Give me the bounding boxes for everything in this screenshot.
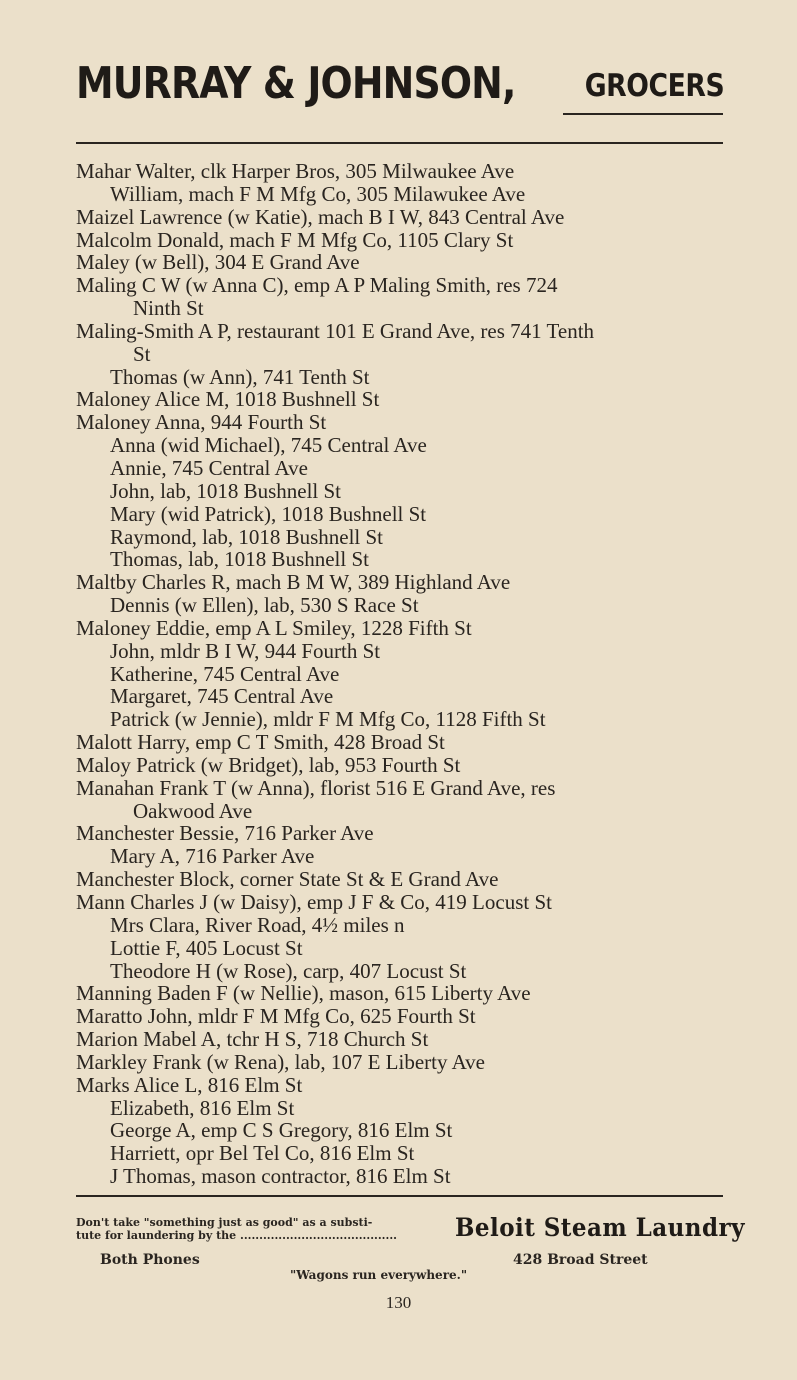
directory-entry: Maloney Anna, 944 Fourth St xyxy=(76,410,327,435)
directory-entry: Dennis (w Ellen), lab, 530 S Race St xyxy=(110,593,419,618)
header-business-name: MURRAY & JOHNSON, xyxy=(76,58,516,109)
directory-entry: Anna (wid Michael), 745 Central Ave xyxy=(110,433,427,458)
directory-entry: Theodore H (w Rose), carp, 407 Locust St xyxy=(110,958,467,983)
footer-ad-slogan: "Wagons run everywhere." xyxy=(290,1268,468,1282)
footer-ad-lead-line-2: tute for laundering by the ......................................... xyxy=(76,1229,397,1242)
directory-entry: Oakwood Ave xyxy=(133,798,253,823)
directory-entry: Maizel Lawrence (w Katie), mach B I W, 843 Central Ave xyxy=(76,204,565,229)
directory-entry: Markley Frank (w Rena), lab, 107 E Liberty Ave xyxy=(76,1049,485,1074)
header-trade: GROCERS xyxy=(584,68,724,104)
footer-rule xyxy=(76,1195,723,1197)
directory-entry: John, lab, 1018 Bushnell St xyxy=(110,478,342,503)
directory-entry: Mann Charles J (w Daisy), emp J F & Co, 419 Locust St xyxy=(76,890,552,914)
directory-entry: Lottie F, 405 Locust St xyxy=(110,935,303,960)
directory-entry: Elizabeth, 816 Elm St xyxy=(110,1095,295,1120)
directory-entry: Malcolm Donald, mach F M Mfg Co, 1105 Clary St xyxy=(76,227,514,252)
directory-entry: Maloney Alice M, 1018 Bushnell St xyxy=(76,387,380,412)
header-trade-underline xyxy=(563,113,723,115)
footer-ad-lead-line-1: Don't take "something just as good" as a substi- xyxy=(76,1216,373,1229)
directory-entry: Thomas (w Ann), 741 Tenth St xyxy=(110,364,370,389)
page-number: 130 xyxy=(385,1293,412,1312)
directory-entry: Manahan Frank T (w Anna), florist 516 E Grand Ave, res xyxy=(76,775,556,800)
directory-entry: William, mach F M Mfg Co, 305 Milawukee Ave xyxy=(110,181,526,206)
footer-ad-business-name: Beloit Steam Laundry xyxy=(455,1213,745,1242)
directory-entry: George A, emp C S Gregory, 816 Elm St xyxy=(110,1118,453,1143)
directory-entry: St xyxy=(133,341,151,366)
directory-entry: Maltby Charles R, mach B M W, 389 Highland Ave xyxy=(76,570,511,595)
directory-entry: Manning Baden F (w Nellie), mason, 615 Liberty Ave xyxy=(76,981,531,1006)
directory-entry: J Thomas, mason contractor, 816 Elm St xyxy=(110,1164,451,1189)
directory-entry: Patrick (w Jennie), mldr F M Mfg Co, 1128 Fifth St xyxy=(110,707,546,732)
directory-entry: Annie, 745 Central Ave xyxy=(110,455,308,480)
directory-entry: Mahar Walter, clk Harper Bros, 305 Milwaukee Ave xyxy=(76,159,515,183)
footer-ad-address: 428 Broad Street xyxy=(513,1252,648,1268)
directory-entry: Margaret, 745 Central Ave xyxy=(110,684,334,709)
directory-entry: Marion Mabel A, tchr H S, 718 Church St xyxy=(76,1027,429,1052)
directory-entry: Manchester Bessie, 716 Parker Ave xyxy=(76,821,374,846)
directory-entry: Maloy Patrick (w Bridget), lab, 953 Fourth St xyxy=(76,752,461,777)
page-header xyxy=(76,58,726,118)
directory-entry: Maling C W (w Anna C), emp A P Maling Smith, res 724 xyxy=(76,273,558,298)
directory-entry: Mary A, 716 Parker Ave xyxy=(110,844,315,869)
directory-entry: Malott Harry, emp C T Smith, 428 Broad St xyxy=(76,730,445,755)
directory-entry: Maloney Eddie, emp A L Smiley, 1228 Fifth St xyxy=(76,615,472,640)
footer-ad-phones: Both Phones xyxy=(100,1252,200,1268)
directory-entry: Mrs Clara, River Road, 4½ miles n xyxy=(110,912,405,937)
directory-listing xyxy=(76,160,736,1188)
directory-entry: Maling-Smith A P, restaurant 101 E Grand Ave, res 741 Tenth xyxy=(76,318,595,343)
directory-entry: Thomas, lab, 1018 Bushnell St xyxy=(110,547,369,572)
directory-entry: John, mldr B I W, 944 Fourth St xyxy=(110,638,381,663)
header-rule xyxy=(76,142,723,144)
directory-entry: Ninth St xyxy=(133,296,204,321)
directory-entry: Maratto John, mldr F M Mfg Co, 625 Fourth St xyxy=(76,1004,476,1029)
directory-entry: Raymond, lab, 1018 Bushnell St xyxy=(110,524,383,549)
directory-entry: Mary (wid Patrick), 1018 Bushnell St xyxy=(110,501,427,526)
directory-entry: Maley (w Bell), 304 E Grand Ave xyxy=(76,250,360,275)
directory-entry: Harriett, opr Bel Tel Co, 816 Elm St xyxy=(110,1141,415,1166)
footer-ad-lead xyxy=(76,1216,436,1242)
directory-entry: Katherine, 745 Central Ave xyxy=(110,661,340,686)
directory-entry: Manchester Block, corner State St & E Grand Ave xyxy=(76,867,499,892)
directory-entry: Marks Alice L, 816 Elm St xyxy=(76,1072,303,1097)
